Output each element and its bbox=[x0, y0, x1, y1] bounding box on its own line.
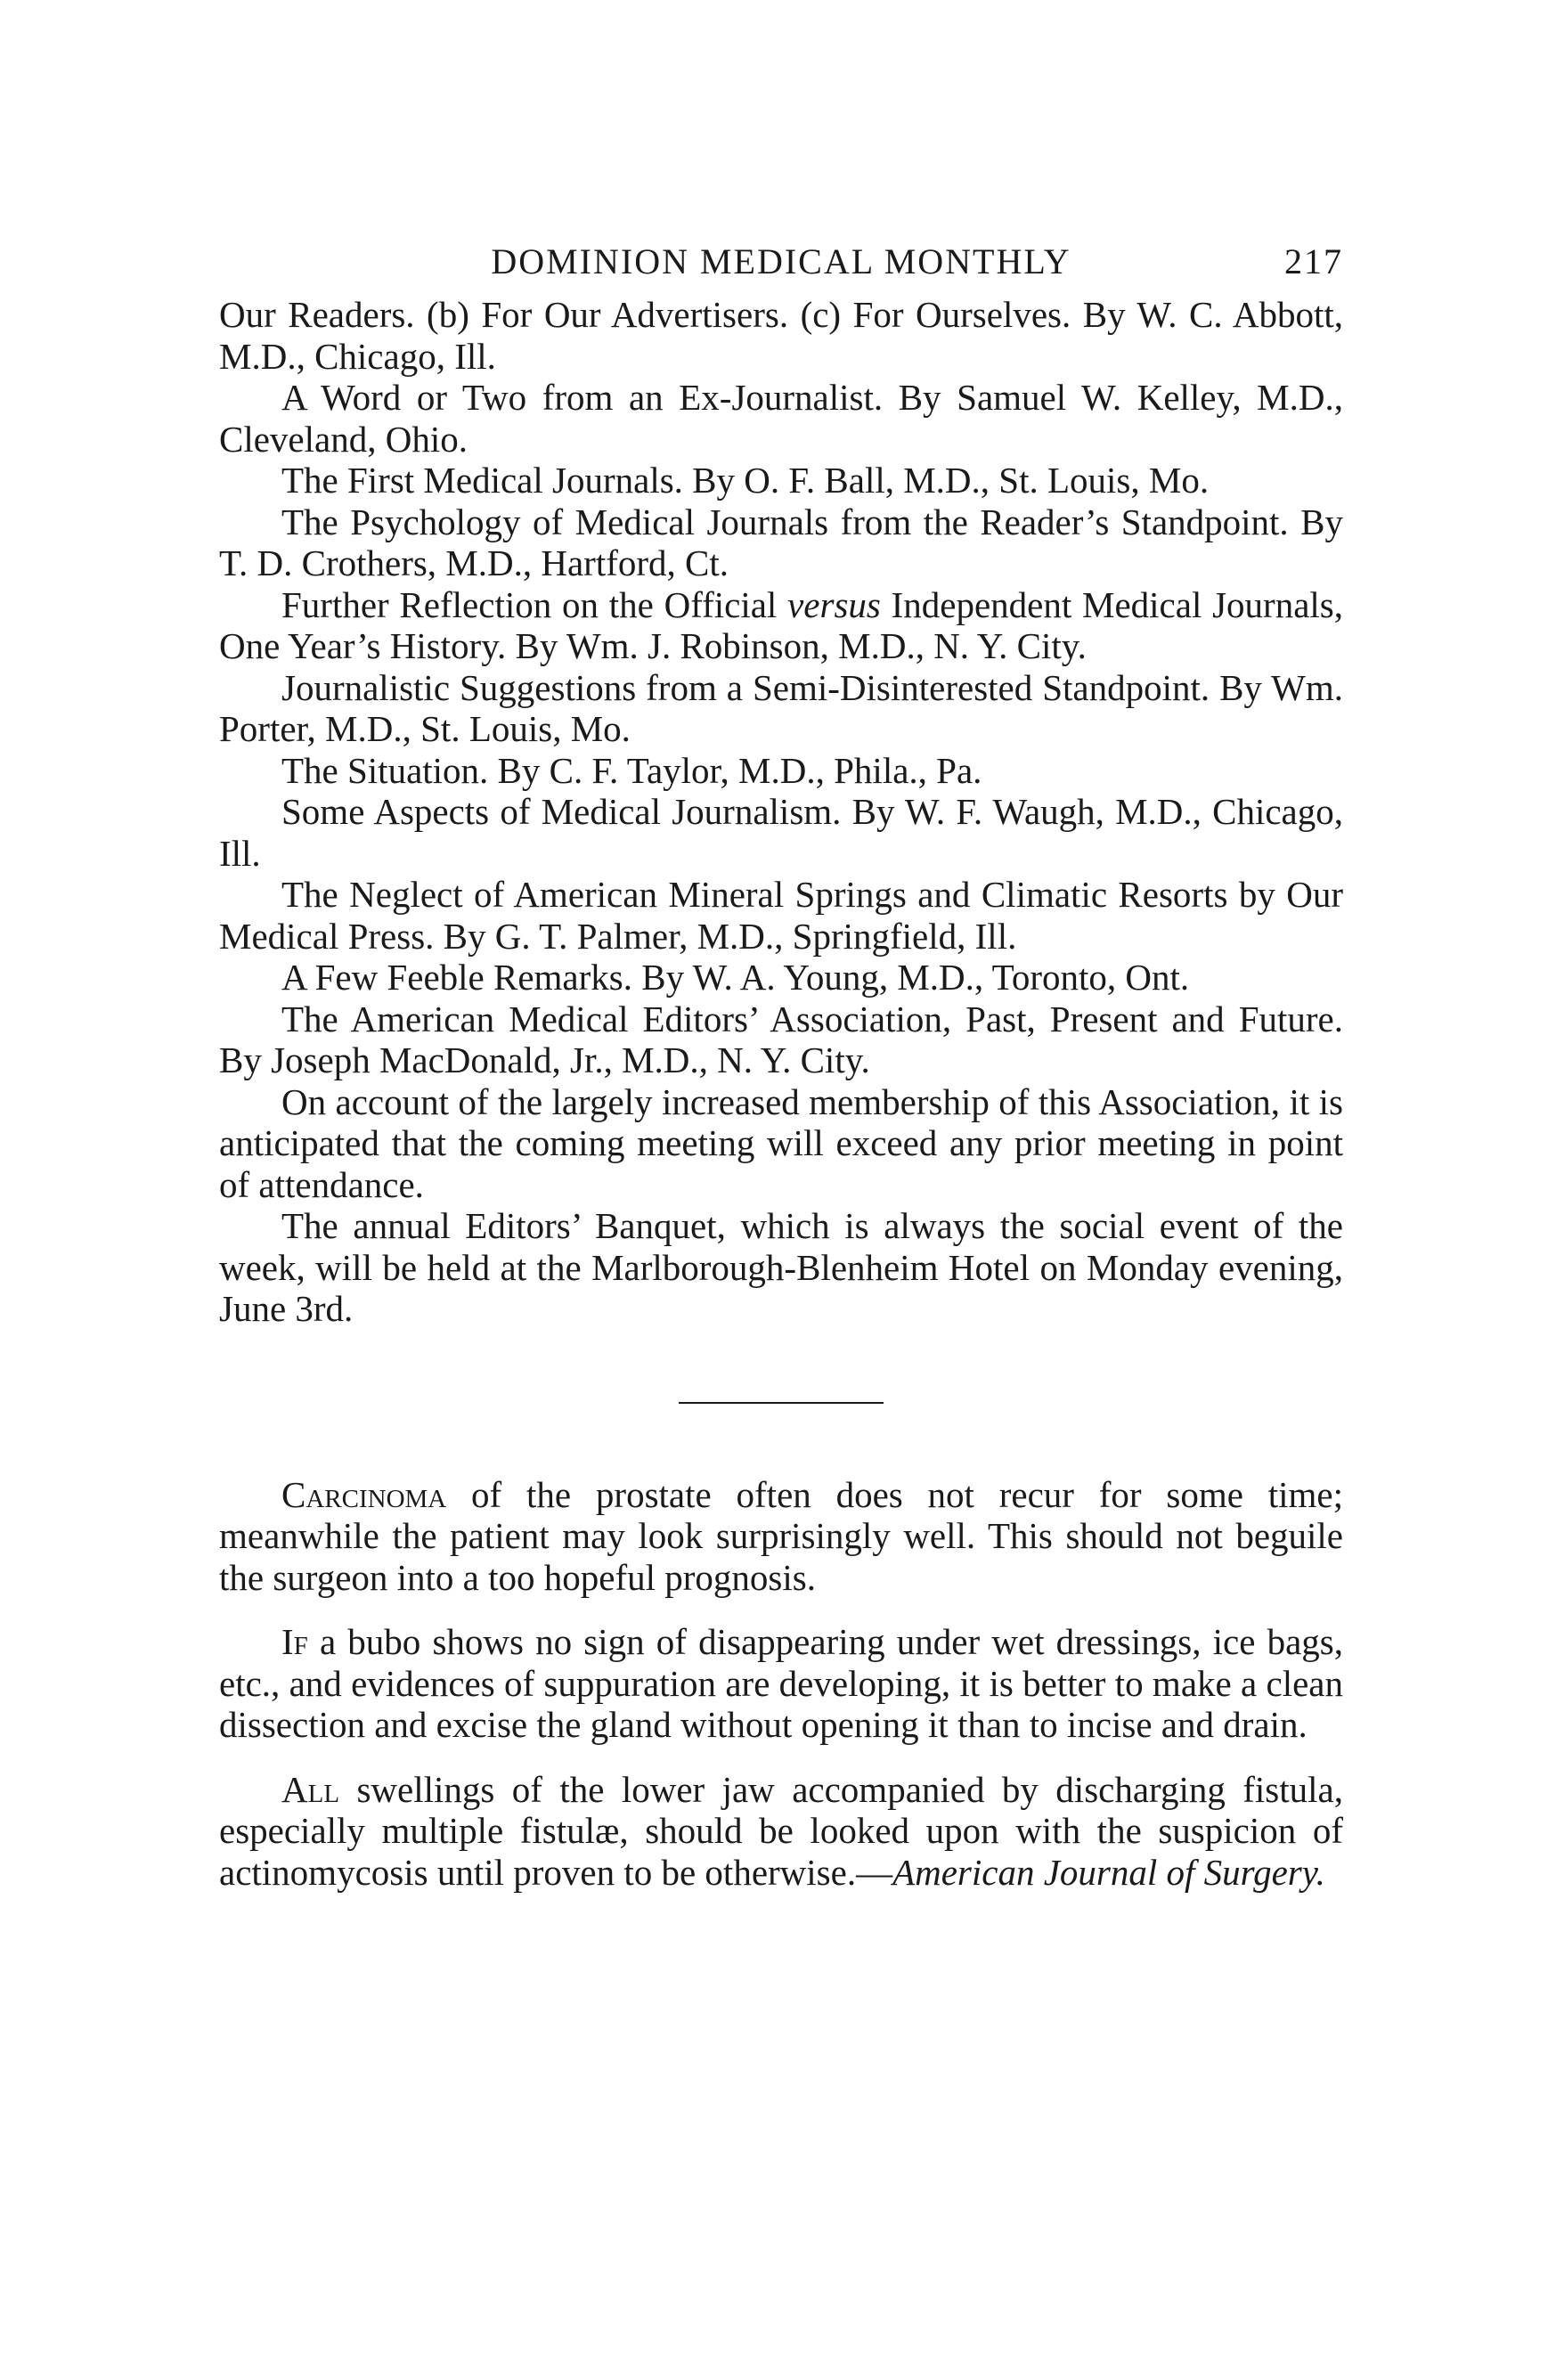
programme-entry: Our Readers. (b) For Our Advertisers. (c) For Ourselves. By W. C. Abbott, M.D., Chicago, Ill. bbox=[219, 294, 1343, 377]
programme-entry-part: Independent Medical Journals, One Year’s History. By Wm. J. Robinson, M.D., N. Y. City. bbox=[219, 583, 1344, 666]
note-text: of the prostate often does not recur for some time; meanwhile the patient may look surprisingly well. This should not beguile the surgeon into a too hopeful prognosis. bbox=[219, 1473, 1343, 1598]
page-number: 217 bbox=[1284, 241, 1343, 281]
programme-entry: The American Medical Editors’ Association, Past, Present and Future. By Joseph MacDonald, Jr., M.D., N. Y. City. bbox=[219, 998, 1343, 1080]
programme-entry-italic: versus bbox=[787, 583, 881, 625]
programme-entry: Journalistic Suggestions from a Semi-Disinterested Standpoint. By Wm. Porter, M.D., St. Louis, Mo. bbox=[219, 666, 1343, 749]
programme-entry: The Situation. By C. F. Taylor, M.D., Phila., Pa. bbox=[281, 749, 982, 791]
programme-entry: A Few Feeble Remarks. By W. A. Young, M.D., Toronto, Ont. bbox=[281, 957, 1190, 998]
programme-list bbox=[219, 294, 1343, 1330]
programme-entry bbox=[219, 584, 1343, 667]
note-lead-word: All bbox=[281, 1768, 340, 1810]
programme-entry-part: Further Reflection on the Official bbox=[281, 583, 788, 625]
note-paragraph bbox=[219, 1621, 1343, 1746]
running-title: DOMINION MEDICAL MONTHLY bbox=[491, 241, 1071, 281]
note-text: a bubo shows no sign of disappearing under wet dressings, ice bags, etc., and evidences of suppuration are developing, it is better to make a clean dissection and excise the gland without opening it than to incise and drain. bbox=[219, 1621, 1343, 1745]
divider-rule bbox=[679, 1402, 884, 1404]
note-paragraph bbox=[219, 1769, 1343, 1894]
programme-entry: The Psychology of Medical Journals from the Reader’s Standpoint. By T. D. Crothers, M.D., Hartford, Ct. bbox=[219, 501, 1343, 583]
paragraph: On account of the largely increased membership of this Association, it is anticipated that the coming meeting will exceed any prior meeting in point of attendance. bbox=[219, 1080, 1343, 1205]
programme-entry: The First Medical Journals. By O. F. Ball, M.D., St. Louis, Mo. bbox=[281, 460, 1210, 501]
section-divider bbox=[219, 1392, 1343, 1408]
paragraph: The annual Editors’ Banquet, which is always the social event of the week, will be held at the Marlborough-Blenheim Hotel on Monday evening, June 3rd. bbox=[219, 1205, 1343, 1329]
programme-entry: The Neglect of American Mineral Springs and Climatic Resorts by Our Medical Press. By G. T. Palmer, M.D., Springfield, Ill. bbox=[219, 874, 1343, 957]
running-head bbox=[219, 240, 1343, 294]
programme-entry: A Word or Two from an Ex-Journalist. By Samuel W. Kelley, M.D., Cleveland, Ohio. bbox=[219, 377, 1343, 460]
note-text: swellings of the lower jaw accompanied by discharging fistula, especially multiple fistulæ, should be looked upon with the suspicion of actinomycosis until proven to be otherwise.— bbox=[219, 1768, 1343, 1893]
note-paragraph bbox=[219, 1474, 1343, 1599]
journal-page bbox=[219, 240, 1343, 1916]
programme-entry: Some Aspects of Medical Journalism. By W. F. Waugh, M.D., Chicago, Ill. bbox=[219, 791, 1343, 874]
note-lead-word: If bbox=[281, 1621, 308, 1662]
note-lead-word: Carcinoma bbox=[281, 1473, 447, 1515]
note-source: American Journal of Surgery. bbox=[892, 1851, 1325, 1893]
